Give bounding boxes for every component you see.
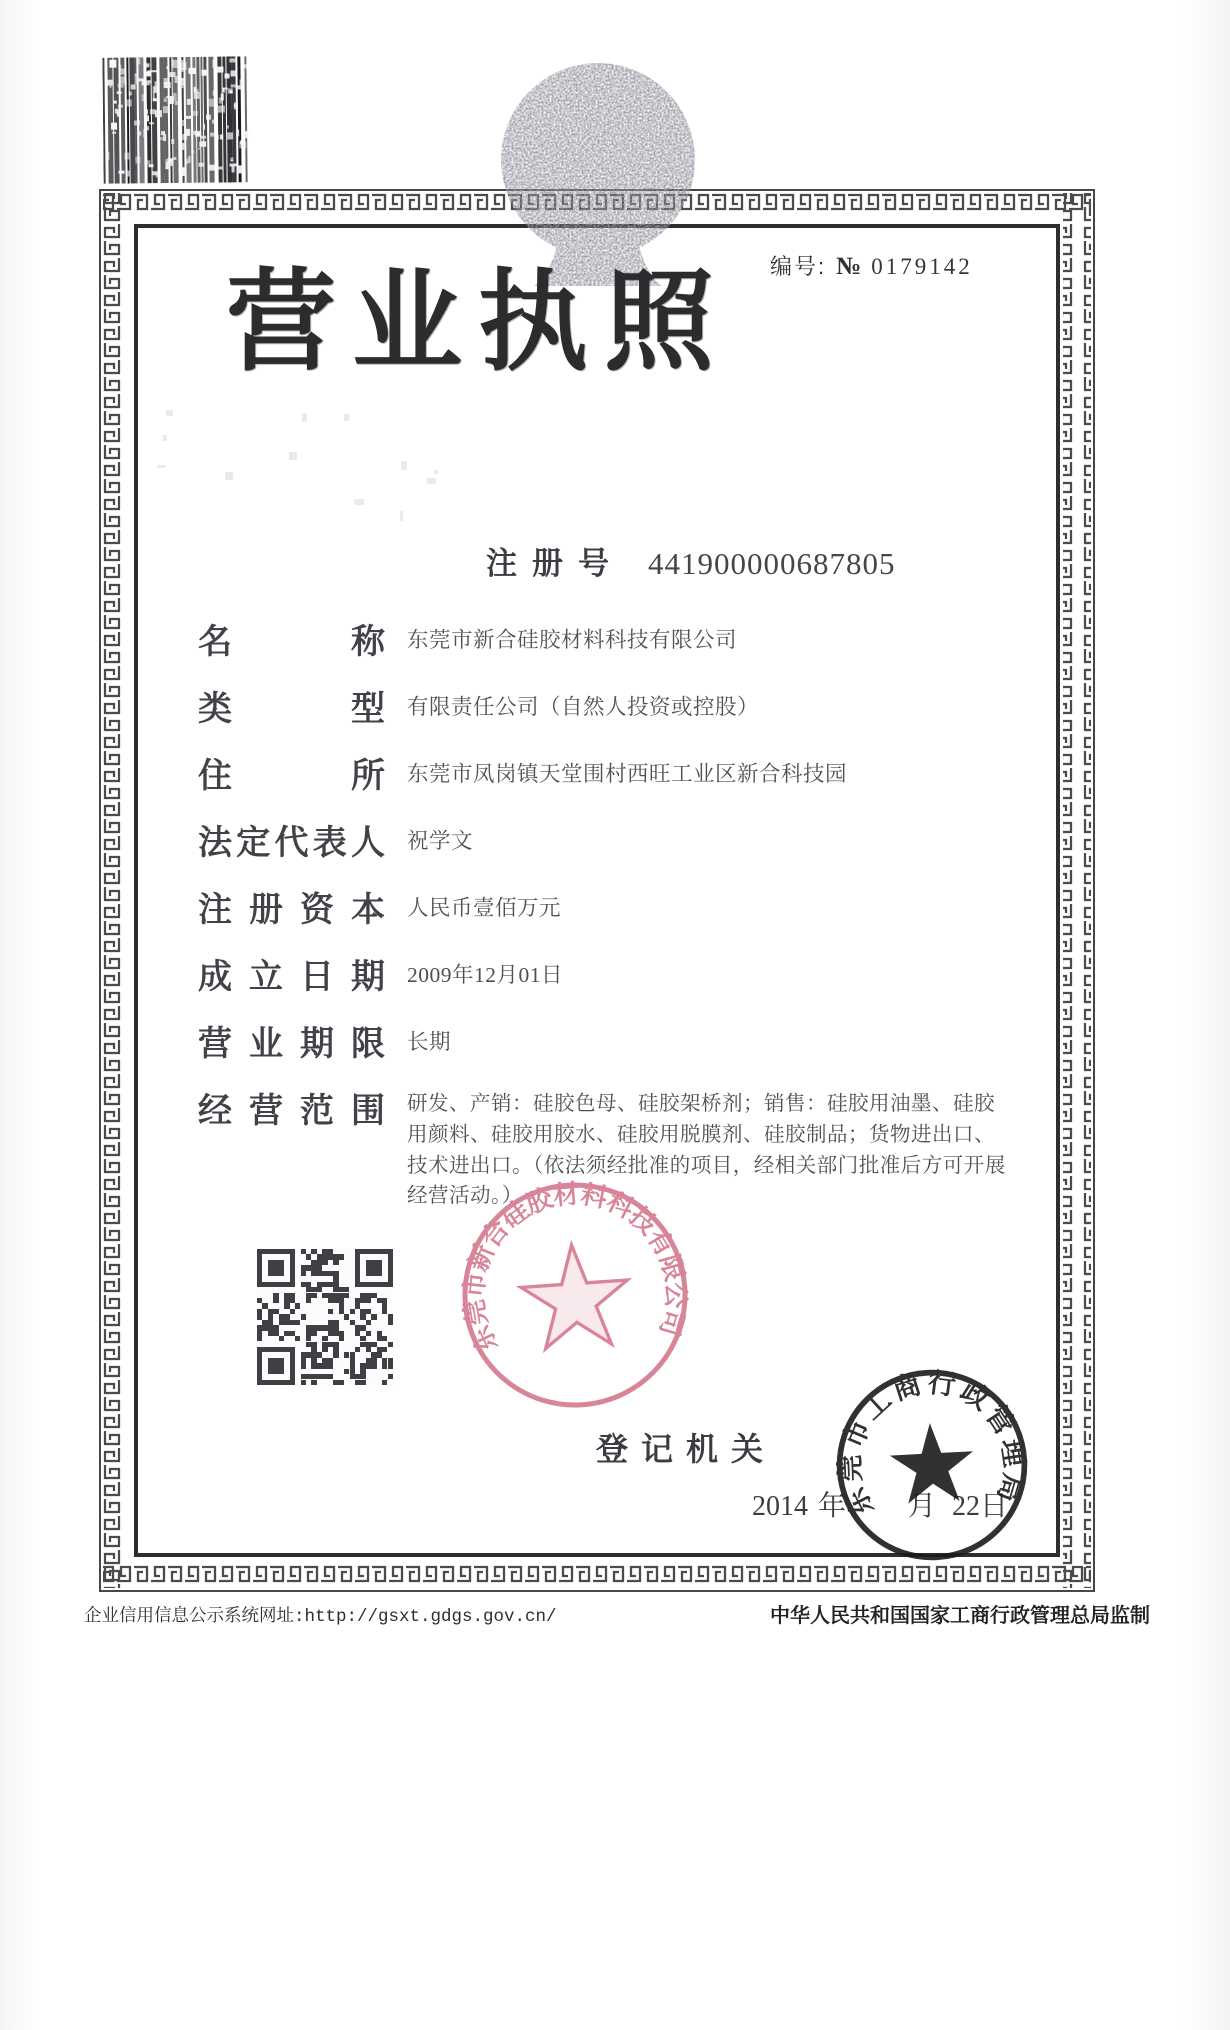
field-label: 注 册 资 本	[198, 891, 385, 929]
title-char: 业	[352, 261, 462, 384]
field-value: 有限责任公司（自然人投资或控股）	[407, 695, 760, 719]
field-value: 研发、产销：硅胶色母、硅胶架桥剂；销售：硅胶用油墨、硅胶用颜料、硅胶用胶水、硅胶用脱膜剂、硅胶制品；货物进出口、技术进出口。（依法须经批准的项目，经相关部门批准后方可开展经营活动。）	[407, 1093, 1006, 1208]
field-label: 法 定 代 表 人	[198, 824, 385, 862]
field-label: 经 营 范 围	[198, 1092, 385, 1130]
serial-label: 编号:	[770, 254, 827, 279]
numero-sign: №	[836, 253, 862, 280]
field-label: 营 业 期 限	[198, 1025, 385, 1063]
authority-black-seal	[827, 1360, 1037, 1570]
authority-seal-text: 东莞市工商行政管理局	[834, 1366, 1031, 1522]
serial-number: 0179142	[871, 254, 973, 279]
field-value: 东莞市新合硅胶材料科技有限公司	[407, 628, 738, 652]
qr-code	[257, 1249, 393, 1385]
scan-artifact	[400, 511, 403, 521]
field-row	[198, 882, 1010, 949]
scan-artifact	[225, 472, 233, 480]
field-label: 名 称	[198, 623, 385, 661]
fields-table	[198, 614, 1010, 1212]
field-row	[198, 1016, 1010, 1083]
title-char: 执	[478, 261, 588, 384]
star-icon	[518, 1241, 631, 1349]
serial-number-line	[770, 250, 973, 281]
field-row	[198, 681, 1010, 748]
field-label: 住 所	[198, 757, 385, 795]
registration-number-line	[486, 538, 896, 583]
field-row	[198, 949, 1010, 1016]
issue-year: 2014	[752, 1491, 808, 1522]
footer-issuer: 中华人民共和国国家工商行政管理总局监制	[770, 1605, 1150, 1627]
scan-artifact	[344, 414, 349, 421]
scan-artifact	[289, 452, 297, 460]
title-char: 照	[604, 261, 714, 384]
field-value: 2009年12月01日	[407, 963, 564, 987]
field-value: 长期	[407, 1030, 452, 1054]
field-row	[198, 748, 1010, 815]
scan-artifact	[302, 413, 307, 422]
scan-artifact	[434, 470, 438, 474]
field-label: 类 型	[198, 690, 385, 728]
field-value: 东莞市凤岗镇天堂围村西旺工业区新合科技园	[407, 762, 848, 786]
title-char: 营	[226, 261, 336, 384]
registration-value: 441900000687805	[648, 546, 896, 581]
license-title	[226, 260, 714, 387]
star-icon	[888, 1421, 975, 1505]
field-value: 祝学文	[407, 829, 474, 853]
field-row	[198, 815, 1010, 882]
field-row	[198, 614, 1010, 681]
registrar-label: 登记机关	[596, 1431, 777, 1467]
day-unit: 日	[980, 1491, 1009, 1522]
company-seal-text: 东莞市新合硅胶材料科技有限公司	[458, 1178, 692, 1358]
scan-artifact	[427, 478, 436, 484]
footer-publicity-url: 企业信用信息公示系统网址:http://gsxt.gdgs.gov.cn/	[84, 1607, 557, 1627]
year-unit: 年	[818, 1491, 847, 1522]
barcode	[102, 56, 253, 184]
scan-artifact	[157, 465, 166, 468]
field-value: 人民币壹佰万元	[407, 896, 562, 920]
scan-artifact	[166, 410, 173, 416]
field-label: 成 立 日 期	[198, 958, 385, 996]
scan-artifact	[354, 499, 364, 505]
scan-artifact	[163, 435, 167, 441]
company-red-seal	[447, 1167, 703, 1423]
month-unit: 月	[908, 1491, 937, 1522]
registration-label: 注册号	[486, 546, 624, 581]
issue-day: 22	[952, 1491, 981, 1522]
scan-artifact	[401, 461, 407, 470]
